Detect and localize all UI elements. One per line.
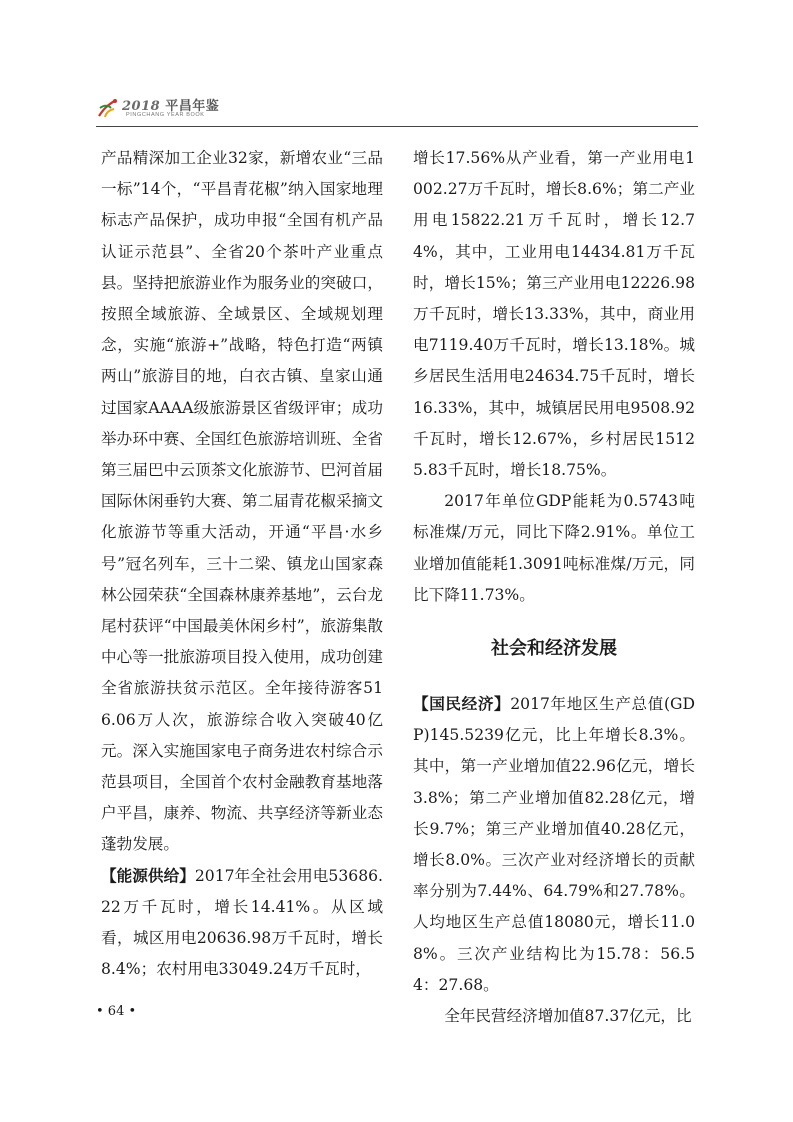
yearbook-name: 平昌年鉴 xyxy=(165,99,220,114)
national-economy-tag: 【国民经济】 xyxy=(413,695,511,714)
national-economy-text: 2017年地区生产总值(GDP)145.5239亿元，比上年增长8.3%。其中，第一产业增加值22.96亿元，增长3.8%；第二产业增加值82.28亿元，增长9.7%；第三产业增加值40.28亿元，增长8.0%。三次产业对经济增长的贡献率分别为7.44%、64.79%和27.78%。人均地区生产总值18080元，增长11.08%。三次产业结构比为15.78：56.54：27.68。 xyxy=(413,695,695,994)
right-column xyxy=(413,143,695,1032)
tourism-paragraph: 产品精深加工企业32家，新增农业“三品一标”14个，“平昌青花椒”纳入国家地理标志产品保护，成功申报“全国有机产品认证示范县”、全省20个茶叶产业重点县。坚持把旅游业作为服务业的突破口，按照全域旅游、全域景区、全域规划理念，实施“旅游+”战略，特色打造“两镇两山”旅游目的地，白衣古镇、皇家山通过国家AAAA级旅游景区省级评审；成功举办环中赛、全国红色旅游培训班、全省第三届巴中云顶茶文化旅游节、巴河首届国际休闲垂钓大赛、第二届青花椒采摘文化旅游节等重大活动，开通“平昌·水乡号”冠名列车，三十二梁、镇龙山国家森林公园荣获“全国森林康养基地”，云台龙尾村获评“中国最美休闲乡村”，旅游集散中心等一批旅游项目投入使用，成功创建全省旅游扶贫示范区。全年接待游客516.06万人次，旅游综合收入突破40亿元。深入实施国家电子商务进农村综合示范县项目，全国首个农村金融教育基地落户平昌，康养、物流、共享经济等新业态蓬勃发展。 xyxy=(101,149,383,854)
energy-supply-paragraph xyxy=(101,861,383,986)
energy-consumption-paragraph: 2017年单位GDP能耗为0.5743吨标准煤/万元，同比下降2.91%。单位工业增加值能耗1.3091吨标准煤/万元，同比下降11.73%。 xyxy=(413,492,695,604)
page-number: • 64 • xyxy=(96,1004,137,1019)
energy-supply-tag: 【能源供给】 xyxy=(101,866,195,885)
header-rule xyxy=(96,126,698,127)
yearbook-logo-icon xyxy=(96,96,120,120)
private-economy-paragraph: 全年民营经济增加值87.37亿元，比 xyxy=(444,1007,692,1026)
section-title: 社会和经济发展 xyxy=(491,638,617,660)
electricity-paragraph: 增长17.56%从产业看，第一产业用电1002.27万千瓦时，增长8.6%；第二产业用电15822.21万千瓦时，增长12.74%，其中，工业用电14434.81万千瓦时，增长15%；第三产业用电12226.98万千瓦时，增长13.33%，其中，商业用电7119.40万千瓦时，增长13.18%。城乡居民生活用电24634.75千瓦时，增长16.33%，其中，城镇居民用电9508.92千瓦时，增长12.67%，乡村居民15125.83千瓦时，增长18.75%。 xyxy=(413,149,695,480)
yearbook-subtitle: PINGCHANG YEAR BOOK xyxy=(126,112,205,118)
left-column xyxy=(101,143,383,985)
national-economy-paragraph xyxy=(413,689,695,1001)
page-header xyxy=(96,94,696,126)
yearbook-year: 2018 xyxy=(122,99,161,114)
energy-supply-text: 2017年全社会用电53686.22万千瓦时，增长14.41%。从区域看，城区用电20636.98万千瓦时，增长8.4%；农村用电33049.24万千瓦时， xyxy=(101,866,383,979)
